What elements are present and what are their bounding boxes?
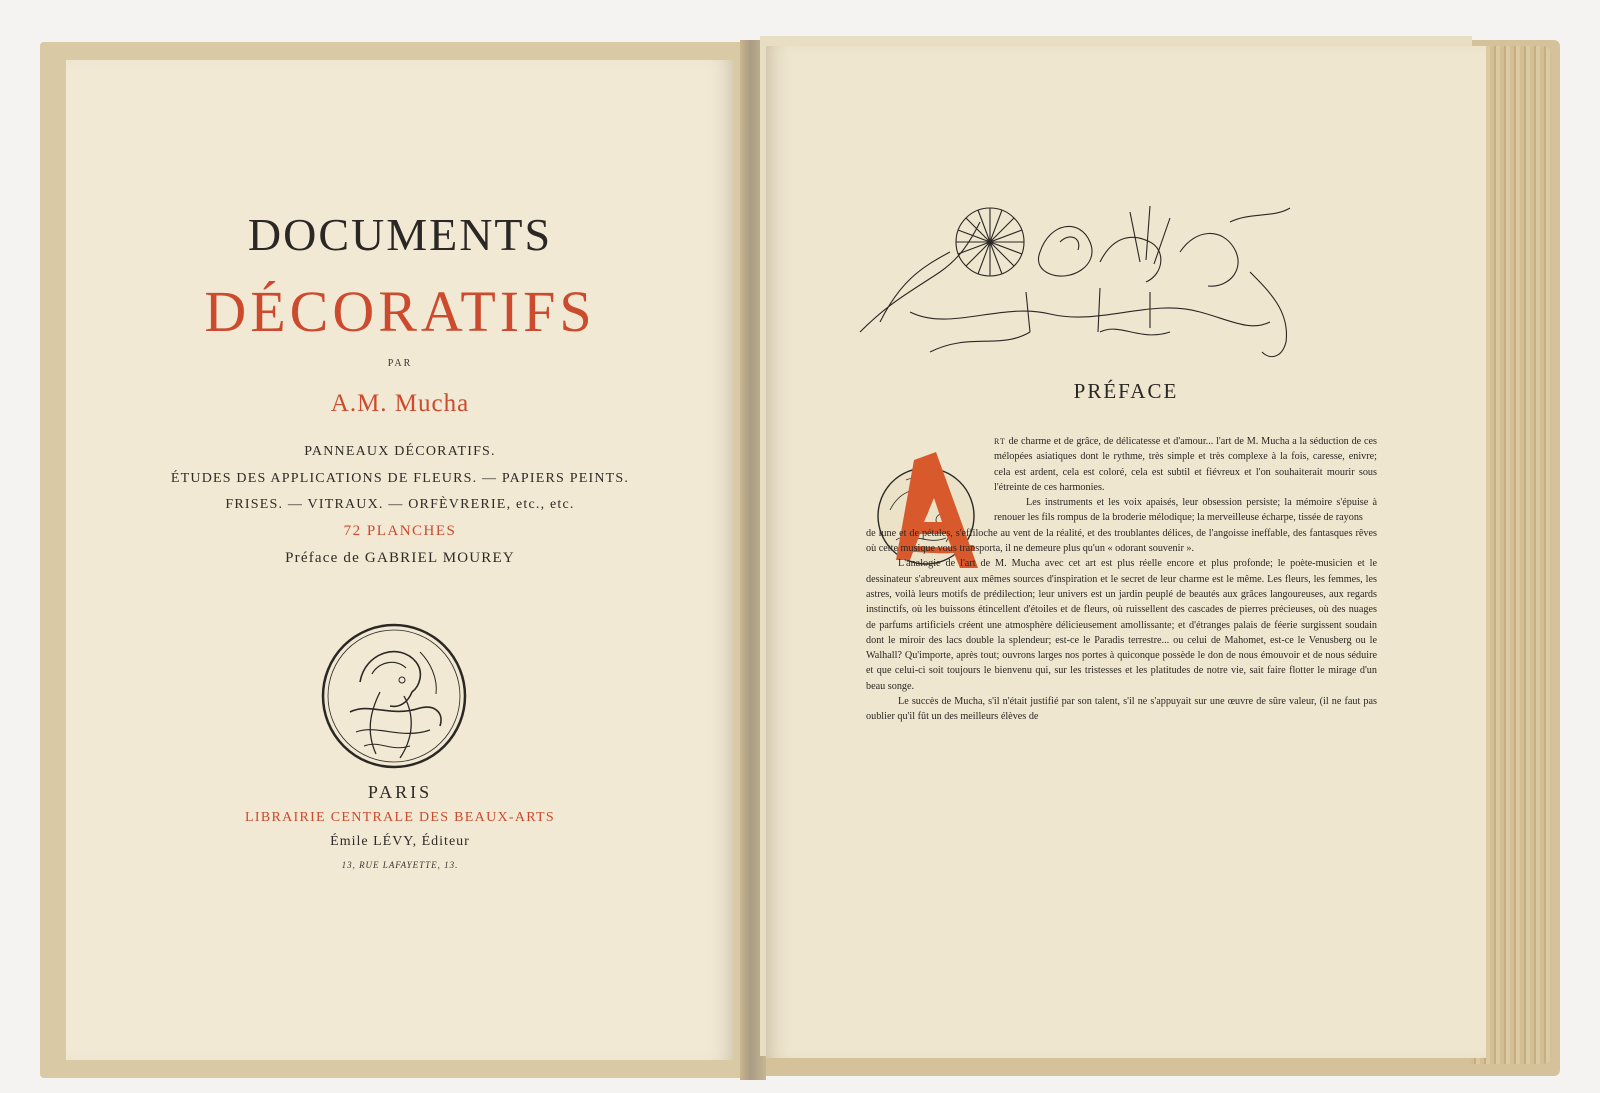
publisher-name: LIBRAIRIE CENTRALE DES BEAUX-ARTS <box>245 810 555 825</box>
contents-line-3: FRISES. — VITRAUX. — ORFÈVRERIE, etc., etc. <box>225 497 575 512</box>
preface-paragraph-2-start: Les instruments et les voix apaisés, leur obsession persiste; la mémoire s'épuise à renouer les fils rompus de la broderie mélodique; la merveilleuse écharpe, tissée de rayons <box>994 497 1377 524</box>
floral-frieze-icon <box>850 182 1310 372</box>
title-page <box>66 60 734 1060</box>
title-line-2: DÉCORATIFS <box>204 279 596 344</box>
publisher-address: 13, RUE LAFAYETTE, 13. <box>341 860 459 870</box>
editor-name: Émile LÉVY, Éditeur <box>330 834 470 849</box>
preface-paragraph-3: L'analogie de l'art de M. Mucha avec cet art est plus réelle encore et plus profonde; le poète-musicien et le dessinateur s'abreuvent aux mêmes sources d'inspiration et le secret de leur charme est le même. Les fleurs, les femmes, les astres, voilà leurs motifs de prédilection; leur univers est un jardin peuplé de beautés aux grâces langoureuses, aux regards instinctifs, où les buissons étincellent d'étoiles et de fleurs, où ruissellent des cascades de pierres précieuses, où des nuages de parfums artificiels créent une atmosphère délicieusement amollissante; et d'étranges palais de féerie surgissent soudain dont le miroir des lacs double la splendeur; est-ce le Paradis terrestre... ou celui de Mahomet, est-ce le Venusberg ou le Walhall? Qu'importe, après tout; ouvrons larges nos portes à quiconque possède le don de nous émouvoir et de nous séduire et que celui-ci soit toujours le bienvenu qui, sur les tristesses et les platitudes de notre vie, sait faire flotter le mirage d'un beau songe. <box>866 558 1377 692</box>
mucha-medallion-woman-icon <box>320 622 468 770</box>
preface-paragraph-2-end: de lune et de pétales, s'effiloche au vent de la réalité, et des troublantes délices, de l'angoisse ineffable, des fantasques rêves où cette musique vous transporta, il ne demeure plus qu'un « odorant souvenir ». <box>866 527 1377 555</box>
preface-body <box>866 434 1377 725</box>
contents-line-2: ÉTUDES DES APPLICATIONS DE FLEURS. — PAPIERS PEINTS. <box>170 471 630 486</box>
preface-author: Préface de GABRIEL MOUREY <box>285 550 515 566</box>
plates-count: 72 PLANCHES <box>343 523 457 539</box>
author-name: A.M. Mucha <box>330 390 470 417</box>
by-label: PAR <box>387 358 413 369</box>
drop-initial-rest: RT <box>994 437 1006 446</box>
contents-line-1: PANNEAUX DÉCORATIFS. <box>304 444 496 459</box>
publisher-city: PARIS <box>367 782 433 802</box>
preface-title: PRÉFACE <box>1073 379 1179 403</box>
preface-paragraph-1 <box>866 434 1377 495</box>
title-line-1: DOCUMENTS <box>247 209 553 260</box>
preface-page <box>766 46 1486 1058</box>
preface-paragraph-4: Le succès de Mucha, s'il n'était justifié par son talent, s'il ne s'appuyait sur une œuvre de sûre valeur, (il ne faut pas oublier qu'il fût un des meilleurs élèves de <box>866 696 1377 723</box>
paragraph-1-text: de charme et de grâce, de délicatesse et d'amour... l'art de M. Mucha a la séduction de ces mélopées asiatiques dont le rythme, très simple et très complexe à la fois, caresse, enivre; cela est ardent, cela est coloré, cela est subtil et fiévreux et l'on souhaiterait mourir sous l'étreinte de ces harmonies. <box>994 436 1377 493</box>
